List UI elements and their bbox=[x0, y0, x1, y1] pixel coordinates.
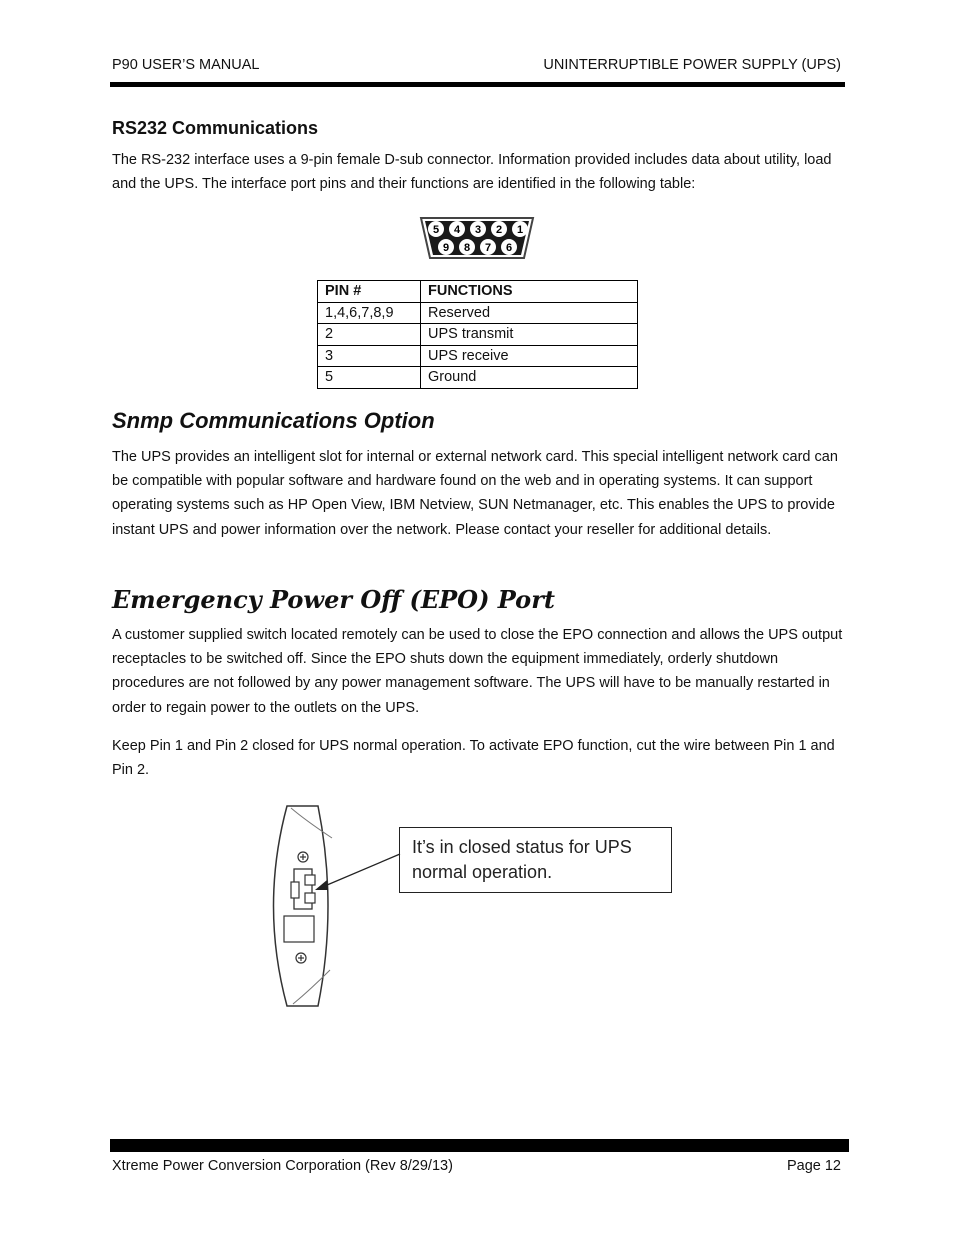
pin-number-label: 2 bbox=[495, 224, 503, 236]
footer-page-number: Page 12 bbox=[786, 1158, 841, 1174]
table-row bbox=[318, 302, 638, 324]
snmp-heading: Snmp Communications Option bbox=[112, 408, 435, 433]
column-header-functions: FUNCTIONS bbox=[421, 281, 638, 303]
pin-cell: 2 bbox=[318, 324, 421, 346]
pin-number-label: 7 bbox=[484, 242, 492, 254]
epo-paragraph-2: Keep Pin 1 and Pin 2 closed for UPS normal operation. To activate EPO function, cut the wire between Pin 1 and Pin 2. bbox=[112, 738, 835, 779]
callout-line-1: It’s in closed status for UPS bbox=[412, 837, 632, 857]
header-product-title: UNINTERRUPTIBLE POWER SUPPLY (UPS) bbox=[543, 57, 841, 73]
pin-number-label: 4 bbox=[453, 224, 461, 236]
table-row bbox=[318, 324, 638, 346]
pin-number-label: 9 bbox=[442, 242, 450, 254]
db9-connector-diagram bbox=[418, 216, 538, 262]
epo-port-illustration bbox=[260, 800, 410, 1012]
footer-rule bbox=[110, 1139, 849, 1152]
function-cell: Reserved bbox=[421, 302, 638, 324]
pin-number-label: 8 bbox=[463, 242, 471, 254]
header-rule bbox=[110, 82, 845, 87]
pin-number-label: 6 bbox=[505, 242, 513, 254]
callout-line-2: normal operation. bbox=[412, 862, 553, 882]
rs232-paragraph: The RS-232 interface uses a 9-pin female D-sub connector. Information provided includes data about utility, load and the UPS. The interface port pins and their functions are identified in the following table: bbox=[112, 152, 832, 193]
rs232-heading: RS232 Communications bbox=[112, 118, 319, 138]
port-window bbox=[284, 916, 314, 942]
pin-cell: 3 bbox=[318, 345, 421, 367]
epo-paragraph-1: A customer supplied switch located remotely can be used to close the EPO connection and allows the UPS output receptacles to be switched off. Since the EPO shuts down the equipment immediately, orderly shutdown procedures are not followed by any power management software. The UPS will have to be manually restarted in order to regain power to the outlets on the UPS. bbox=[112, 627, 843, 716]
header-manual-title: P90 USER’S MANUAL bbox=[112, 57, 260, 73]
table-header-row bbox=[318, 281, 638, 303]
callout-arrow-icon bbox=[315, 854, 400, 890]
pin-cell: 5 bbox=[318, 367, 421, 389]
epo-heading: Emergency Power Off (EPO) Port bbox=[112, 585, 555, 614]
pin-number-label: 1 bbox=[516, 224, 524, 236]
pin-cell: 1,4,6,7,8,9 bbox=[318, 302, 421, 324]
epo-connector-icon bbox=[291, 869, 315, 909]
pin-function-table bbox=[317, 280, 638, 389]
pin-number-label: 5 bbox=[432, 224, 440, 236]
footer-company: Xtreme Power Conversion Corporation (Rev 8/29/13) bbox=[112, 1158, 453, 1174]
epo-callout-box bbox=[399, 827, 672, 893]
function-cell: UPS receive bbox=[421, 345, 638, 367]
column-header-pin: PIN # bbox=[318, 281, 421, 303]
function-cell: UPS transmit bbox=[421, 324, 638, 346]
snmp-paragraph: The UPS provides an intelligent slot for internal or external network card. This special intelligent network card can be compatible with popular software and hardware found on the web and in operating systems. It can support operating systems such as HP Open View, IBM Netview, SUN Netmanager, etc. This enables the UPS to provide instant UPS and power information over the network. Please contact your reseller for additional details. bbox=[112, 449, 838, 538]
pin-number-label: 3 bbox=[474, 224, 482, 236]
table-row bbox=[318, 367, 638, 389]
table-row bbox=[318, 345, 638, 367]
function-cell: Ground bbox=[421, 367, 638, 389]
